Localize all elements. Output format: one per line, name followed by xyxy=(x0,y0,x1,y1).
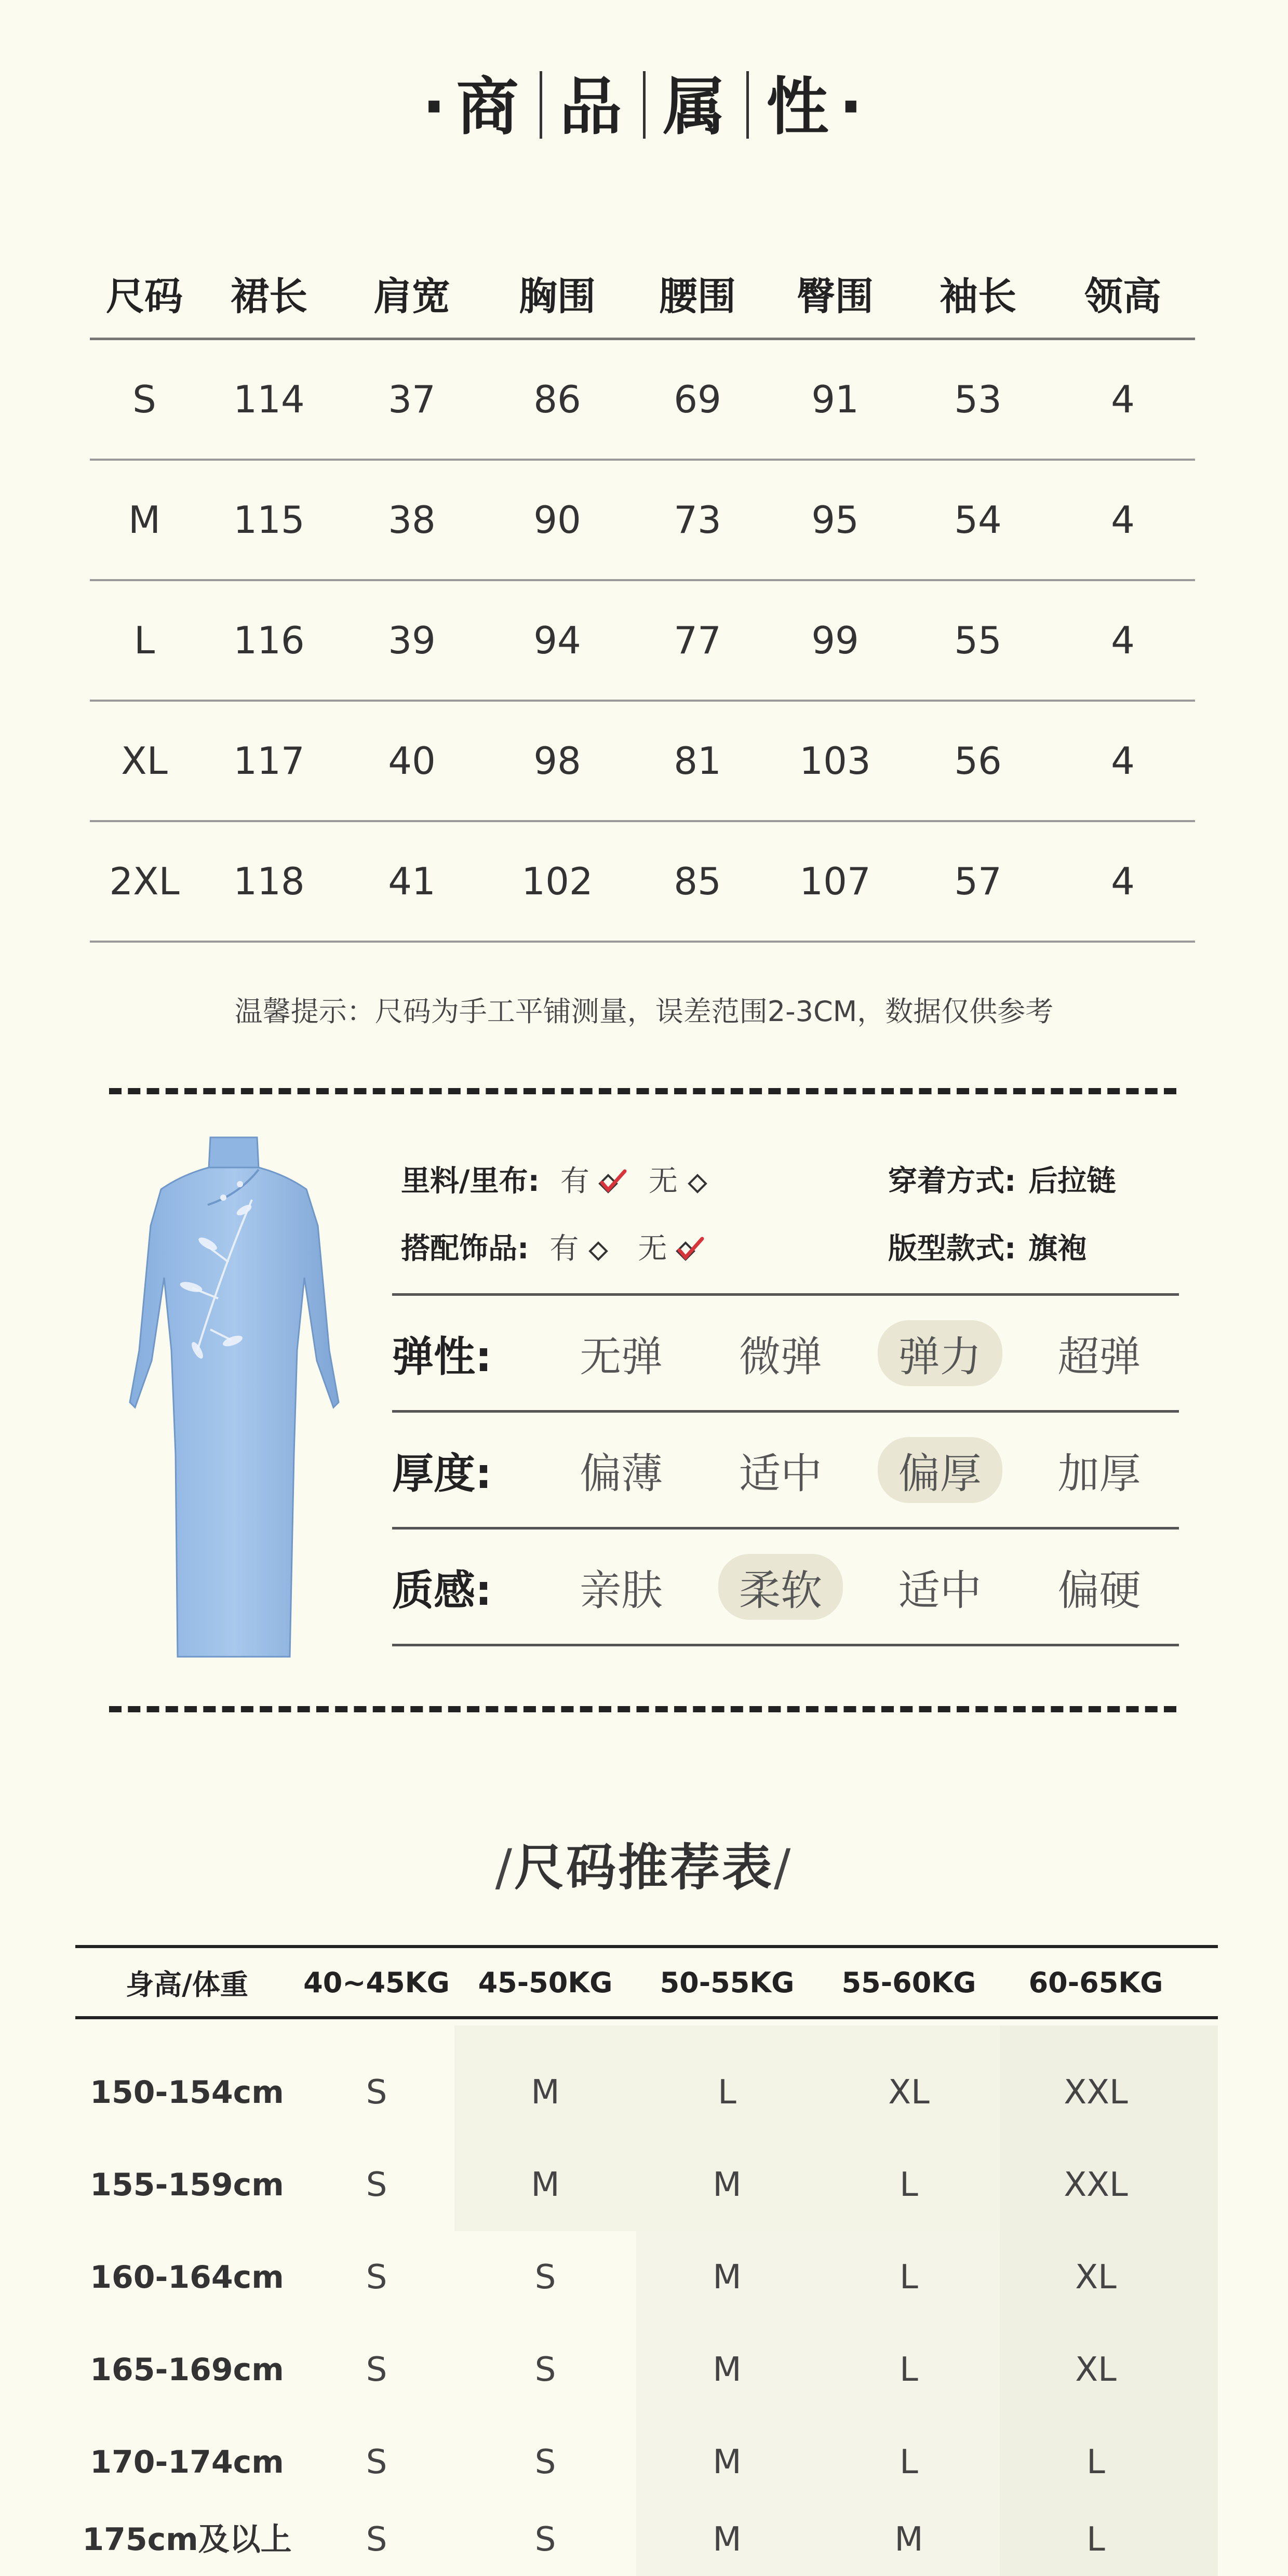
table-cell: 85 xyxy=(674,860,721,903)
attr-style xyxy=(888,1226,1086,1267)
table-cell: 4 xyxy=(1111,739,1135,783)
table-cell: 40 xyxy=(388,739,436,783)
table-cell: M xyxy=(894,2520,923,2559)
property-option-selected xyxy=(701,1554,860,1620)
table-cell: 99 xyxy=(811,619,859,662)
header-cell: 45-50KG xyxy=(478,1966,613,1999)
table-cell: 53 xyxy=(954,378,1002,421)
title-divider xyxy=(643,71,646,139)
table-cell: M xyxy=(531,2073,560,2112)
checked-diamond-icon xyxy=(672,1236,705,1265)
attr-accessories-no: 无 xyxy=(638,1232,667,1266)
table-cell: L xyxy=(900,2351,918,2389)
table-cell: 39 xyxy=(388,619,436,662)
table-cell: S xyxy=(534,2258,556,2297)
property-option: 微弹 xyxy=(739,1332,822,1381)
header-cell: 臀围 xyxy=(797,274,874,319)
table-cell: 4 xyxy=(1111,378,1135,421)
table-row xyxy=(75,2416,1218,2508)
table-cell: L xyxy=(900,2166,918,2204)
row-height-label: 165-169cm xyxy=(90,2352,284,2388)
attr-lining-no: 无 xyxy=(648,1164,678,1198)
header-cell: 尺码 xyxy=(106,274,183,319)
attr-lining xyxy=(401,1158,716,1200)
table-cell: M xyxy=(713,2520,742,2559)
empty-diamond-icon xyxy=(584,1236,617,1265)
table-cell: 4 xyxy=(1111,860,1135,903)
property-row-elasticity xyxy=(392,1296,1179,1413)
table-cell: 91 xyxy=(811,378,859,421)
header-cell: 肩宽 xyxy=(373,274,450,319)
table-cell: 116 xyxy=(233,619,305,662)
table-cell: 95 xyxy=(811,498,859,542)
table-row xyxy=(75,2324,1218,2416)
title-char: 性 xyxy=(766,71,832,143)
attr-accessories-label: 搭配饰品: xyxy=(401,1232,529,1266)
table-cell: XL xyxy=(888,2073,930,2112)
header-cell: 领高 xyxy=(1084,274,1161,319)
table-cell: 114 xyxy=(233,378,305,421)
checked-diamond-icon xyxy=(595,1168,628,1197)
rec-table-header xyxy=(75,1949,1218,2019)
table-cell: 98 xyxy=(533,739,581,783)
section-title-product-attributes xyxy=(0,57,1288,146)
title-char: 商 xyxy=(456,71,522,143)
row-height-label: 155-159cm xyxy=(90,2167,284,2203)
selected-pill: 弹力 xyxy=(878,1320,1002,1386)
property-option-selected xyxy=(860,1320,1019,1386)
attr-wear-label: 穿着方式: xyxy=(888,1164,1016,1198)
property-option: 适中 xyxy=(898,1566,982,1615)
title-divider xyxy=(746,71,749,139)
property-option: 适中 xyxy=(739,1449,822,1498)
property-row-texture xyxy=(392,1530,1179,1646)
table-cell: M xyxy=(531,2166,560,2204)
header-cell: 50-55KG xyxy=(660,1966,795,1999)
title-slash-left: / xyxy=(495,1839,514,1897)
table-cell: M xyxy=(713,2166,742,2204)
table-cell: L xyxy=(1086,2443,1105,2481)
property-option: 偏薄 xyxy=(580,1449,663,1498)
header-cell: 腰围 xyxy=(659,274,736,319)
table-cell: 56 xyxy=(954,739,1002,783)
property-label: 质感: xyxy=(392,1566,492,1615)
table-cell: 90 xyxy=(533,498,581,542)
table-cell: S xyxy=(534,2351,556,2389)
table-cell: XXL xyxy=(1064,2073,1128,2112)
property-row-thickness xyxy=(392,1413,1179,1530)
table-cell: 38 xyxy=(388,498,436,542)
table-cell: 77 xyxy=(674,619,721,662)
size-table xyxy=(90,249,1195,943)
table-cell: 103 xyxy=(799,739,871,783)
attr-style-value: 旗袍 xyxy=(1028,1232,1087,1266)
table-cell: 102 xyxy=(521,860,593,903)
attr-lining-label: 里料/里布: xyxy=(401,1164,540,1198)
table-cell: 86 xyxy=(533,378,581,421)
selected-pill: 偏厚 xyxy=(878,1437,1002,1503)
table-cell: L xyxy=(718,2073,736,2112)
table-row xyxy=(90,340,1195,461)
selected-pill: 柔软 xyxy=(718,1554,843,1620)
table-cell: M xyxy=(713,2258,742,2297)
property-option: 偏硬 xyxy=(1057,1566,1141,1615)
table-cell: S xyxy=(366,2520,387,2559)
property-option: 亲肤 xyxy=(580,1566,663,1615)
attr-accessories-yes: 有 xyxy=(549,1232,579,1266)
title-char: 品 xyxy=(559,71,625,143)
table-cell: M xyxy=(128,498,161,542)
size-table-header xyxy=(90,249,1195,340)
table-cell: 107 xyxy=(799,860,871,903)
dashed-divider-bottom xyxy=(109,1706,1176,1712)
title-text: 尺码推荐表 xyxy=(514,1839,774,1897)
property-label: 弹性: xyxy=(392,1332,492,1381)
row-height-label: 150-154cm xyxy=(90,2074,284,2111)
empty-diamond-icon xyxy=(683,1168,716,1197)
attr-wear-method xyxy=(888,1158,1116,1200)
table-cell: S xyxy=(366,2443,387,2481)
table-row xyxy=(90,581,1195,702)
attr-accessories xyxy=(401,1226,705,1267)
header-cell: 裙长 xyxy=(231,274,307,319)
property-option: 超弹 xyxy=(1057,1332,1141,1381)
table-cell: L xyxy=(900,2443,918,2481)
header-cell: 60-65KG xyxy=(1028,1966,1163,1999)
title-dot-right: · xyxy=(839,71,866,143)
table-cell: XL xyxy=(1075,2258,1117,2297)
table-cell: XXL xyxy=(1064,2166,1128,2204)
qipao-dress-image xyxy=(119,1132,348,1672)
table-row xyxy=(75,2231,1218,2324)
table-cell: S xyxy=(366,2258,387,2297)
measurement-tip: 温馨提示：尺码为手工平铺测量，误差范围2-3CM，数据仅供参考 xyxy=(234,995,1054,1028)
table-cell: 41 xyxy=(388,860,436,903)
table-cell: M xyxy=(713,2351,742,2389)
attr-wear-value: 后拉链 xyxy=(1028,1164,1116,1198)
table-cell: L xyxy=(900,2258,918,2297)
row-height-label: 170-174cm xyxy=(90,2444,284,2480)
table-cell: XL xyxy=(1075,2351,1117,2389)
header-cell: 胸围 xyxy=(519,274,596,319)
header-cell: 55-60KG xyxy=(841,1966,976,1999)
title-slash-right: / xyxy=(774,1839,793,1897)
table-cell: 69 xyxy=(674,378,721,421)
table-cell: S xyxy=(366,2073,387,2112)
table-cell: 118 xyxy=(233,860,305,903)
table-cell: 73 xyxy=(674,498,721,542)
attr-style-label: 版型款式: xyxy=(888,1232,1016,1266)
property-option-selected xyxy=(860,1437,1019,1503)
table-cell: 81 xyxy=(674,739,721,783)
title-divider xyxy=(540,71,542,139)
table-cell: L xyxy=(133,619,155,662)
table-row xyxy=(90,702,1195,822)
table-cell: 117 xyxy=(233,739,305,783)
table-cell: 37 xyxy=(388,378,436,421)
table-cell: S xyxy=(366,2166,387,2204)
title-dot-left: · xyxy=(422,71,449,143)
table-cell: XL xyxy=(121,739,168,783)
rec-table-top-rule xyxy=(75,1945,1218,1948)
table-cell: 4 xyxy=(1111,498,1135,542)
section-title-size-recommendation xyxy=(0,1828,1288,1899)
property-label: 厚度: xyxy=(392,1449,492,1498)
dashed-divider-top xyxy=(109,1088,1176,1094)
table-cell: 4 xyxy=(1111,619,1135,662)
table-cell: S xyxy=(534,2520,556,2559)
table-row xyxy=(75,2139,1218,2231)
table-cell: 55 xyxy=(954,619,1002,662)
table-cell: S xyxy=(366,2351,387,2389)
attr-lining-yes: 有 xyxy=(560,1164,589,1198)
row-height-label: 160-164cm xyxy=(90,2259,284,2296)
header-cell: 身高/体重 xyxy=(126,1968,248,2001)
table-cell: 57 xyxy=(954,860,1002,903)
table-row xyxy=(90,822,1195,943)
table-cell: M xyxy=(713,2443,742,2481)
row-height-label: 175cm及以上 xyxy=(82,2521,292,2558)
table-cell: 115 xyxy=(233,498,305,542)
property-option: 无弹 xyxy=(580,1332,663,1381)
table-cell: S xyxy=(132,378,156,421)
property-option: 加厚 xyxy=(1057,1449,1141,1498)
header-cell: 袖长 xyxy=(940,274,1016,319)
table-cell: 54 xyxy=(954,498,1002,542)
table-cell: 2XL xyxy=(109,860,180,903)
table-row xyxy=(75,2046,1218,2139)
title-char: 属 xyxy=(663,71,729,143)
table-cell: 94 xyxy=(533,619,581,662)
table-row xyxy=(75,2508,1218,2576)
header-cell: 40~45KG xyxy=(303,1966,450,1999)
table-row xyxy=(90,461,1195,581)
table-cell: S xyxy=(534,2443,556,2481)
table-cell: L xyxy=(1086,2520,1105,2559)
